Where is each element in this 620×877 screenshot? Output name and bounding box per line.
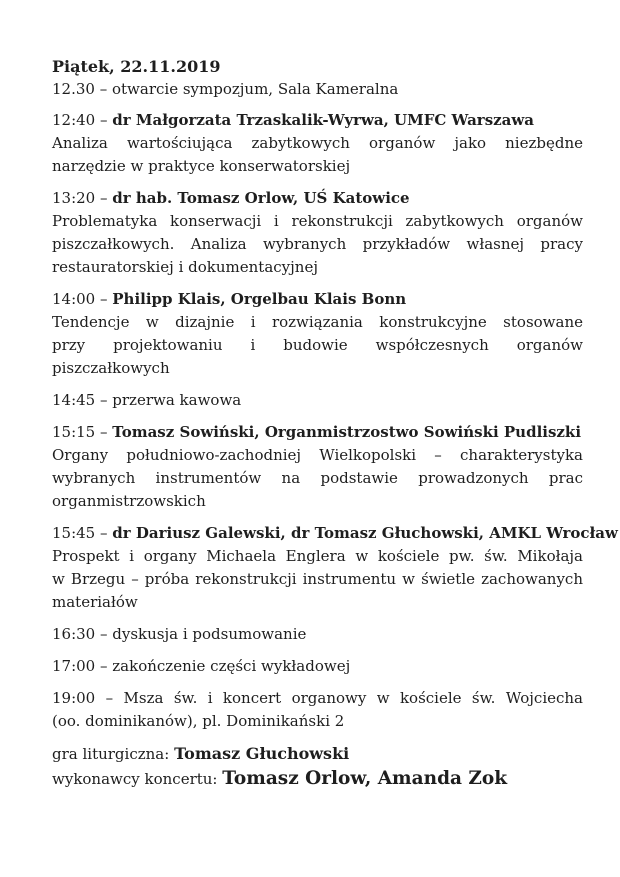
entry-speaker: dr hab. Tomasz Orlow, UŚ Katowice xyxy=(112,189,410,207)
entry-description: Organy południowo-zachodniej Wielkopolski – charakterystyka wybranych instrumentów na podstawie prowadzonych prac organmistrzowskich xyxy=(52,446,583,510)
schedule-entry xyxy=(52,522,618,614)
schedule-entry xyxy=(52,421,583,513)
schedule-entry xyxy=(52,288,583,380)
entry-speaker: dr Małgorzata Trzaskalik-Wyrwa, UMFC Warszawa xyxy=(112,111,535,129)
schedule-entry-closing: 17:00 – zakończenie części wykładowej xyxy=(52,657,351,675)
entry-description: Tendencje w dizajnie i rozwiązania konstrukcyjne stosowane przy projektowaniu i budowie współczesnych organów piszczałkowych xyxy=(52,313,583,377)
schedule-entry-discussion: 16:30 – dyskusja i podsumowanie xyxy=(52,625,307,643)
entry-speaker: Philipp Klais, Orgelbau Klais Bonn xyxy=(112,290,407,308)
entry-speaker: dr Dariusz Galewski, dr Tomasz Głuchowski, AMKL Wrocław xyxy=(112,524,618,542)
entry-speaker: Tomasz Sowiński, Organmistrzostwo Sowiński Pudliszki xyxy=(112,423,582,441)
opening-line: 12.30 – otwarcie sympozjum, Sala Kameralna xyxy=(52,80,399,98)
entry-head xyxy=(52,522,618,545)
liturgy-line xyxy=(52,742,583,766)
liturgy-performer: Tomasz Głuchowski xyxy=(174,744,350,763)
entry-head xyxy=(52,288,583,311)
entry-description: Prospekt i organy Michaela Englera w kościele pw. św. Mikołaja w Brzegu – próba rekonstrukcji instrumentu w świetle zachowanych materiałów xyxy=(52,547,583,611)
entry-time: 14:00 – xyxy=(52,290,113,308)
schedule-entry xyxy=(52,109,583,178)
concert-performers-line xyxy=(52,766,583,792)
concert-performers: Tomasz Orlow, Amanda Zok xyxy=(222,768,508,789)
concert-label: wykonawcy koncertu: xyxy=(52,770,223,788)
entry-description: Problematyka konserwacji i rekonstrukcji zabytkowych organów piszczałkowych. Analiza wybranych przykładów własnej pracy restauratorskiej i dokumentacyjnej xyxy=(52,212,583,276)
entry-description: Analiza wartościująca zabytkowych organów jako niezbędne narzędzie w praktyce konserwatorskiej xyxy=(52,134,583,175)
entry-head xyxy=(52,421,583,444)
entry-head xyxy=(52,187,583,210)
date-heading: Piątek, 22.11.2019 xyxy=(52,57,221,76)
entry-time: 13:20 – xyxy=(52,189,113,207)
schedule-entry-break: 14:45 – przerwa kawowa xyxy=(52,391,242,409)
entry-head xyxy=(52,109,583,132)
entry-time: 15:45 – xyxy=(52,524,113,542)
entry-time: 15:15 – xyxy=(52,423,113,441)
schedule-entry xyxy=(52,187,583,279)
entry-time: 12:40 – xyxy=(52,111,113,129)
liturgy-label: gra liturgiczna: xyxy=(52,745,175,763)
schedule-entry-concert: 19:00 – Msza św. i koncert organowy w kościele św. Wojciecha (oo. dominikanów), pl. Dominikański 2 xyxy=(52,689,583,730)
title-block xyxy=(52,55,583,101)
